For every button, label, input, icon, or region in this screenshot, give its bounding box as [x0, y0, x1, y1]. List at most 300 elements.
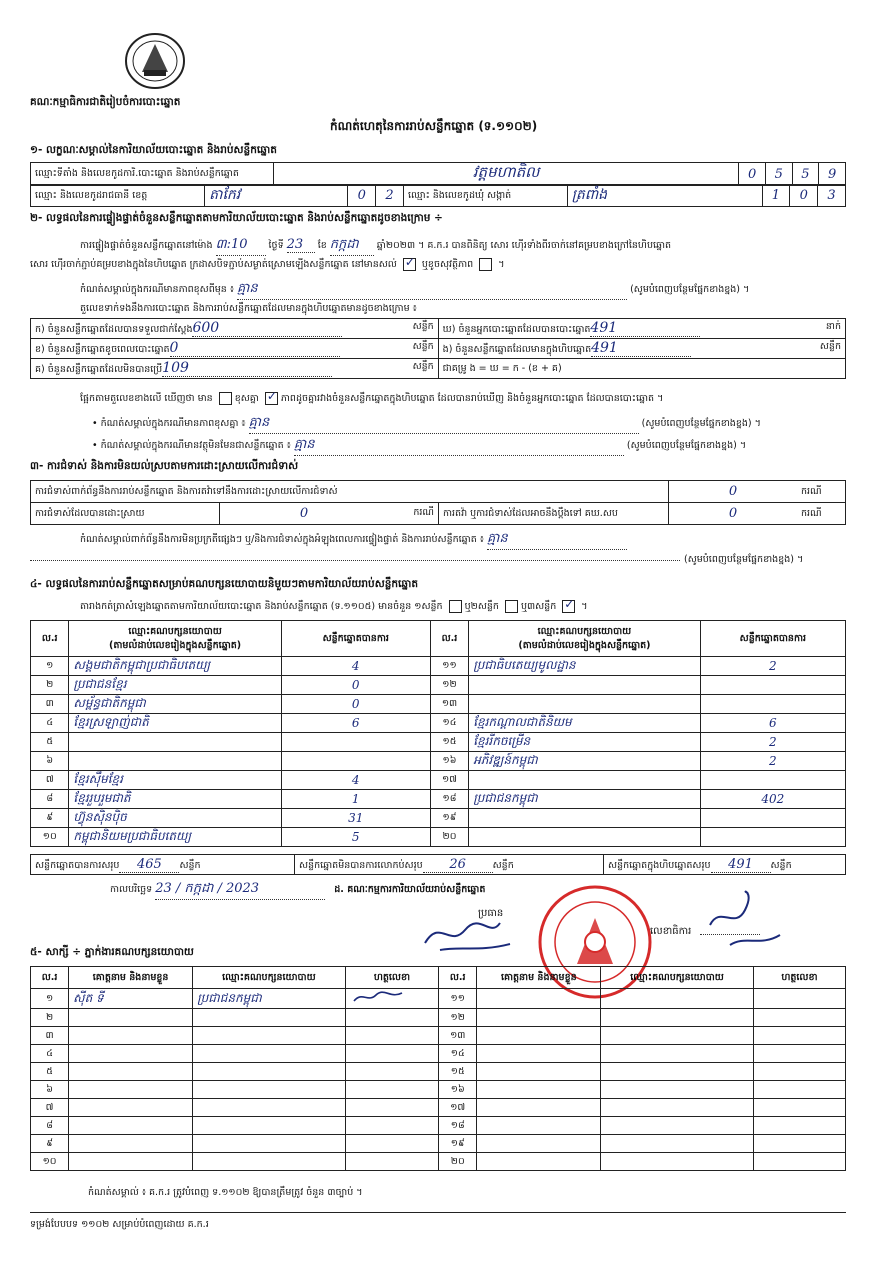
s5-col-party: ឈ្មោះគណបក្សនយោបាយ	[193, 967, 346, 989]
s4-left-no: ២	[31, 676, 69, 695]
s2-broken-checkbox[interactable]	[479, 258, 492, 271]
s5-left-party	[193, 1135, 346, 1153]
s5-left-party: ប្រជាជនកម្ពុជា	[193, 989, 346, 1009]
s2-ngo-value: 491	[591, 340, 691, 357]
s5-right-party	[601, 1009, 754, 1027]
s5-right-sign	[753, 1045, 845, 1063]
s2-bullet1	[92, 414, 761, 434]
s4-left-votes: 31	[281, 809, 430, 828]
s4-total-valid-unit: សន្លឹក	[179, 859, 201, 871]
s4-total-box-value: 491	[711, 857, 771, 873]
s5-right-name	[477, 1009, 601, 1027]
s4-left-no: ១០	[31, 828, 69, 847]
s4-total-invalid	[295, 855, 604, 875]
s2-b2: • កំណត់សម្គាល់ក្នុងករណីមានវត្ថុមិនមែនជាសន្លឹកឆ្នោត ៖	[92, 440, 291, 451]
s4-right-votes: 402	[700, 790, 845, 809]
s2-p1c: ខែ	[317, 240, 327, 251]
s2-b1: • កំណត់សម្គាល់ក្នុងករណីមានភាពខុសគ្នា ៖	[92, 418, 246, 429]
table-row	[31, 1027, 846, 1045]
page-title: កំណត់ហេតុនៃការរាប់សន្លឹកឆ្នោត (ទ.១១០២)	[330, 119, 538, 133]
s4-total-box	[604, 855, 846, 875]
s2-kho	[438, 319, 845, 339]
s4-col-party-title: ឈ្មោះគណបក្សនយោបាយ	[128, 625, 222, 637]
s2-paragraph4: តួលេខទាក់ទងនឹងការបោះឆ្នោត និងការរាប់សន្លឹកឆ្នោតដែលមានក្នុងហិបឆ្នោតមានដូចខាងក្រោម ៖	[80, 303, 417, 314]
s2-p3-value: គ្មាន	[237, 280, 627, 300]
s2-diff-checkbox[interactable]	[219, 392, 232, 405]
s4-total-invalid-label: សន្លឹកឆ្នោតមិនបានការលោកប់សរុប	[299, 859, 423, 871]
s1-row2-label2: ឈ្មោះ និងលេខកូដឃុំ សង្កាត់	[403, 185, 567, 207]
s4-one-sheet-checkbox[interactable]	[449, 600, 462, 613]
s2-ko-value: 109	[162, 360, 332, 377]
s2-p2-yes: ឬខូចសុវត្ថិភាព	[421, 259, 474, 270]
s5-col-sign-r: ហត្ថលេខា	[753, 967, 845, 989]
s5-right-sign	[753, 989, 845, 1009]
s2-ko-unit: សន្លឹក	[412, 361, 434, 372]
s5-left-no: ៧	[31, 1099, 69, 1117]
s5-right-no: ១៩	[439, 1135, 477, 1153]
s2-b1-value: គ្មាន	[249, 414, 639, 434]
s5-left-no: ១០	[31, 1153, 69, 1171]
s2-bullet2	[92, 436, 746, 456]
s4-two-sheet-checkbox[interactable]	[505, 600, 518, 613]
table-row	[31, 1117, 846, 1135]
table-row	[31, 695, 846, 714]
s4-left-party: សម្ព័ន្ធជាតិកម្ពុជា	[69, 695, 281, 714]
s5-col-name-r: គោត្តនាម និងនាមខ្លួន	[477, 967, 601, 989]
s5-col-sign: ហត្ថលេខា	[345, 967, 438, 989]
s5-right-no: ១៧	[439, 1099, 477, 1117]
s4-left-votes: 0	[281, 676, 430, 695]
s4-right-no: ១២	[430, 676, 468, 695]
s5-left-party	[193, 1117, 346, 1135]
s5-right-name	[477, 1135, 601, 1153]
s1-commune-code-2: 0	[790, 185, 818, 207]
s4-date-line	[110, 880, 485, 900]
s4-col-party-sub-r: (តាមលំដាប់លេខរៀងក្នុងសន្លឹកឆ្នោត)	[518, 639, 651, 651]
s4-col-no: ល.រ	[31, 621, 69, 657]
s5-right-name	[477, 1027, 601, 1045]
footer-note: កំណត់សម្គាល់ ៖ គ.ក.រ ត្រូវបំពេញ ទ.១១០២ ឱ្យបានត្រឹមត្រូវ ចំនួន ៣ច្បាប់ ។	[88, 1187, 363, 1198]
s3-table	[30, 480, 846, 525]
s5-right-party	[601, 1153, 754, 1171]
s4-right-party: ប្រជាជនកម្ពុជា	[469, 790, 701, 809]
s2-p3-note: (សូមបំពេញបន្ថែមផ្នែកខាងខ្នង) ។	[630, 284, 750, 295]
table-row	[31, 1153, 846, 1171]
s2-ngo-unit: សន្លឹក	[819, 341, 841, 352]
s4-col-party	[69, 621, 281, 657]
s2-day: 23	[287, 237, 315, 253]
s5-right-sign	[753, 1117, 845, 1135]
s2-paragraph1	[80, 236, 850, 256]
s5-col-no: ល.រ	[31, 967, 69, 989]
s4-right-party	[469, 695, 701, 714]
s5-left-no: ៨	[31, 1117, 69, 1135]
table-row	[31, 790, 846, 809]
s1-table-row2	[30, 184, 846, 207]
s3-dotted-line	[30, 560, 680, 561]
s2-month: កក្កដា	[330, 236, 374, 256]
s4-right-votes: 6	[700, 714, 845, 733]
s5-left-no: ២	[31, 1009, 69, 1027]
s5-right-party	[601, 1045, 754, 1063]
table-row	[31, 1099, 846, 1117]
s3-r2-label: ការជំទាស់ដែលបានដោះស្រាយ	[31, 503, 220, 525]
s5-right-name	[477, 1045, 601, 1063]
table-row	[31, 657, 846, 676]
s4-p1-c: ឬ៣សន្លឹក	[520, 601, 557, 612]
s4-right-party: ខ្មែរកណ្តាលជាតិនិយម	[469, 714, 701, 733]
secretary-signature	[700, 885, 790, 955]
s1-commune-code-3: 3	[818, 185, 846, 207]
s5-right-party	[601, 1135, 754, 1153]
s4-left-no: ៧	[31, 771, 69, 790]
s4-left-votes: 1	[281, 790, 430, 809]
s1-row1-value: វត្តមហាតិល	[273, 163, 738, 186]
s2-p1d: ឆ្នាំ២០២៣ ។ គ.ក.រ បានពិនិត្យ សោរ ហ៊ើរទាំងពីរចាក់នៅគម្របខាងក្រៅនៃហិបឆ្នោត	[376, 240, 672, 251]
s5-right-party	[601, 1099, 754, 1117]
s5-right-name	[477, 989, 601, 1009]
s2-ka-unit: សន្លឹក	[412, 321, 434, 332]
s5-left-sign	[345, 1081, 438, 1099]
committee-name: គណៈកម្មាធិការជាតិរៀបចំការបោះឆ្នោត	[30, 96, 181, 108]
s4-chair-label: ប្រធាន	[478, 908, 504, 919]
s2-p1a: ការផ្ទៀងផ្ទាត់ចំនួនសន្លឹកឆ្នោតនៅម៉ោង	[80, 240, 213, 251]
s5-right-party	[601, 1063, 754, 1081]
s4-col-party-r	[469, 621, 701, 657]
s5-left-party	[193, 1099, 346, 1117]
s1-prov-code-2: 2	[376, 185, 404, 207]
s4-right-no: ១៩	[430, 809, 468, 828]
s4-total-box-unit: សន្លឹក	[770, 859, 792, 871]
s4-right-votes	[700, 676, 845, 695]
s3-p1-value: គ្មាន	[487, 530, 627, 550]
s4-left-votes	[281, 733, 430, 752]
s2-ka-label: ក) ចំនួនសន្លឹកឆ្នោតដែលបានទទួលជាក់ស្តែង	[35, 324, 193, 335]
chair-signature	[420, 908, 530, 958]
s5-left-no: ៣	[31, 1027, 69, 1045]
s5-left-name	[69, 1063, 193, 1081]
s4-total-valid	[31, 855, 295, 875]
s5-right-no: ១៤	[439, 1045, 477, 1063]
s5-left-sign	[345, 1153, 438, 1171]
s1-table	[30, 162, 846, 186]
s5-right-party	[601, 1117, 754, 1135]
s4-left-no: ៤	[31, 714, 69, 733]
s5-left-name: ស៊ីត ទី	[69, 989, 193, 1009]
s5-left-sign	[345, 989, 438, 1009]
s5-col-party-r: ឈ្មោះគណបក្សនយោបាយ	[601, 967, 754, 989]
s4-right-no: ១៣	[430, 695, 468, 714]
s3-paragraph	[80, 530, 627, 550]
s3-r1-value: 0	[669, 481, 798, 503]
s4-left-party: ខ្មែររួបរួមជាតិ	[69, 790, 281, 809]
s2-paragraph5	[80, 392, 663, 406]
s2-b1-note: (សូមបំពេញបន្ថែមផ្នែកខាងខ្នង) ។	[641, 418, 761, 429]
s2-kho-unit: នាក់	[825, 321, 841, 332]
s5-left-no: ១	[31, 989, 69, 1009]
s4-total-invalid-value: 26	[423, 857, 493, 873]
s4-right-no: ២០	[430, 828, 468, 847]
s3-r2-cell	[220, 503, 439, 525]
s5-left-name	[69, 1099, 193, 1117]
s5-right-party	[601, 989, 754, 1009]
s2-time: ៣:10	[216, 236, 266, 256]
table-row	[31, 676, 846, 695]
section1-heading: ១- លក្ខណៈសម្គាល់នៃការិយាល័យបោះឆ្នោត និងរាប់សន្លឹកឆ្នោត	[30, 144, 277, 156]
s4-p1-b: ឬ២សន្លឹក	[464, 601, 499, 612]
s4-total-valid-label: សន្លឹកឆ្នោតបានការសរុប	[35, 859, 120, 871]
s4-left-party: សង្គមជាតិកម្ពុជាប្រជាធិបតេយ្យ	[69, 657, 281, 676]
s5-right-name	[477, 1117, 601, 1135]
s4-right-no: ១៦	[430, 752, 468, 771]
s2-ka	[31, 319, 439, 339]
s4-secretary-label: លេខាធិការ	[650, 926, 692, 937]
s5-right-no: ១៦	[439, 1081, 477, 1099]
table-row	[31, 1009, 846, 1027]
s4-right-no: ១៥	[430, 733, 468, 752]
s4-left-no: ៨	[31, 790, 69, 809]
s4-date-value: 23 / កក្កដា / 2023	[155, 880, 325, 900]
s4-right-party	[469, 809, 701, 828]
s5-left-party	[193, 1063, 346, 1081]
s2-paragraph3	[80, 280, 749, 300]
s4-results-table	[30, 620, 846, 847]
section3-heading: ៣- ការជំទាស់ និងការមិនយល់ស្របតាមការដោះស្រាយលើការជំទាស់	[30, 460, 299, 472]
s2-ko-label: គ) ចំនួនសន្លឹកឆ្នោតដែលមិនបានប្រើ	[35, 364, 163, 375]
s5-witness-table	[30, 966, 846, 1171]
table-row	[31, 809, 846, 828]
s1-row2-value2: ត្រពាំង	[567, 185, 762, 207]
table-row	[31, 1081, 846, 1099]
s3-r2b-value: 0	[669, 503, 798, 525]
s2-p5: ផ្អែកតាមតួលេខខាងលើ ឃើញថា មាន	[80, 393, 213, 404]
s5-right-no: ១៣	[439, 1027, 477, 1045]
s2-equal-checkbox[interactable]	[265, 392, 278, 405]
s2-p2: សោរ ហ៊ើរចាក់ភ្ជាប់គម្របខាងក្នុងនៃហិបឆ្នោត ក្រដាសបិទភ្ជាប់សម្ងាត់ស្រោមឡើងសន្លឹកឆ្នោត នៅមានសល់	[30, 259, 397, 270]
s5-left-party	[193, 1081, 346, 1099]
s2-b2-note: (សូមបំពេញបន្ថែមផ្នែកខាងខ្នង) ។	[626, 440, 747, 451]
table-row	[31, 828, 846, 847]
witness-signature	[350, 989, 410, 1005]
s4-right-no: ១៤	[430, 714, 468, 733]
s5-col-no-r: ល.រ	[439, 967, 477, 989]
s5-col-name: គោត្តនាម និងនាមខ្លួន	[69, 967, 193, 989]
s4-right-votes: 2	[700, 752, 845, 771]
s3-r2-value: 0	[299, 506, 309, 521]
s4-right-votes	[700, 828, 845, 847]
s4-right-votes	[700, 771, 845, 790]
s5-right-party	[601, 1081, 754, 1099]
s5-left-sign	[345, 1135, 438, 1153]
s5-left-name	[69, 1045, 193, 1063]
s4-col-no-r: ល.រ	[430, 621, 468, 657]
s1-code-1: 0	[739, 163, 766, 186]
s5-left-no: ៤	[31, 1045, 69, 1063]
s3-note: (សូមបំពេញបន្ថែមផ្នែកខាងខ្នង) ។	[684, 554, 804, 565]
s4-paragraph: តារាងកត់ត្រាសំឡេងឆ្នោតតាមការិយាល័យបោះឆ្នោត និងរាប់សន្លឹកឆ្នោត (ទ.១១០៥) មានចំនួន ១សន្លឹក ឬ២សន្លឹក ឬ៣សន្លឹក ✓ ។	[80, 600, 588, 614]
table-row	[31, 1063, 846, 1081]
s4-p1: តារាងកត់ត្រាសំឡេងឆ្នោតតាមការិយាល័យបោះឆ្នោត និងរាប់សន្លឹកឆ្នោត (ទ.១១០៥) មានចំនួន ១សន្លឹក	[80, 601, 443, 612]
section5-heading: ៥- សាក្សី ÷ ភ្នាក់ងារគណបក្សនយោបាយ	[30, 946, 194, 958]
s4-total-invalid-unit: សន្លឹក	[492, 859, 514, 871]
s4-left-party: ប្រជាជនខ្មែរ	[69, 676, 281, 695]
s5-left-sign	[345, 1045, 438, 1063]
s2-figures-table	[30, 318, 846, 379]
table-row	[31, 1135, 846, 1153]
s4-col-party-title-r: ឈ្មោះគណបក្សនយោបាយ	[537, 625, 632, 637]
s3-r1-unit: ករណី	[797, 481, 846, 503]
s1-row2-value: តាកែវ	[205, 185, 348, 207]
s4-left-party: ខ្មែរស្រឡាញ់ជាតិ	[69, 714, 281, 733]
s4-date-label: កាលបរិច្ឆេទ	[110, 884, 153, 895]
s4-left-no: ១	[31, 657, 69, 676]
s4-left-party	[69, 752, 281, 771]
s4-left-party: កម្ពុជានិយមប្រជាធិបតេយ្យ	[69, 828, 281, 847]
s5-left-sign	[345, 1117, 438, 1135]
s4-left-party: ហ៊្វុនស៊ិនប៉ិច	[69, 809, 281, 828]
s2-intact-checkbox[interactable]	[403, 258, 416, 271]
s4-three-sheet-checkbox[interactable]	[562, 600, 575, 613]
s4-right-votes	[700, 809, 845, 828]
s5-right-sign	[753, 1009, 845, 1027]
s4-right-votes: 2	[700, 733, 845, 752]
table-row	[31, 771, 846, 790]
s5-right-sign	[753, 1153, 845, 1171]
s4-left-votes: 4	[281, 771, 430, 790]
s4-right-party: ប្រជាធិបតេយ្យមូលដ្ឋាន	[469, 657, 701, 676]
s3-r2b-unit: ករណី	[797, 503, 846, 525]
s5-right-sign	[753, 1063, 845, 1081]
s4-right-no: ១៨	[430, 790, 468, 809]
s1-prov-code-1: 0	[348, 185, 376, 207]
s5-left-name	[69, 1027, 193, 1045]
s2-b2-value: គ្មាន	[294, 436, 624, 456]
s4-right-no: ១៧	[430, 771, 468, 790]
s2-p3: កំណត់សម្គាល់ក្នុងករណីមានភាពខុសពីមុន ៖	[80, 284, 235, 295]
s5-right-name	[477, 1081, 601, 1099]
s5-left-name	[69, 1153, 193, 1171]
s4-left-no: ៥	[31, 733, 69, 752]
s4-left-party	[69, 733, 281, 752]
s5-left-party	[193, 1009, 346, 1027]
s4-right-party	[469, 771, 701, 790]
s3-r2-unit: ករណី	[413, 507, 434, 518]
s5-left-name	[69, 1117, 193, 1135]
s4-committee: ដ. គណៈកម្មការការិយាល័យរាប់សន្លឹកឆ្នោត	[334, 884, 486, 895]
s5-left-party	[193, 1045, 346, 1063]
s5-left-party	[193, 1027, 346, 1045]
table-row	[31, 714, 846, 733]
s4-left-votes: 0	[281, 695, 430, 714]
s4-left-party: ខ្មែរស៊ឹមខ្មែរ	[69, 771, 281, 790]
s5-right-no: ១៨	[439, 1117, 477, 1135]
s2-paragraph2: សោរ ហ៊ើរចាក់ភ្ជាប់គម្របខាងក្នុងនៃហិបឆ្នោត ក្រដាសបិទភ្ជាប់សម្ងាត់ស្រោមឡើងសន្លឹកឆ្នោត នៅមានសល់ ✓ ឬខូចសុវត្ថិភាព ។	[30, 258, 505, 272]
s2-p5-diff: ខុសគ្នា	[234, 393, 259, 404]
s4-right-party: ខ្មែររីកចម្រើន	[469, 733, 701, 752]
s4-col-votes: សន្លឹកឆ្នោតបានការ	[281, 621, 430, 657]
s5-left-sign	[345, 1063, 438, 1081]
s2-kha-value: 0	[170, 340, 340, 357]
s2-kha	[31, 339, 439, 359]
s4-right-votes: 2	[700, 657, 845, 676]
s5-right-no: ១១	[439, 989, 477, 1009]
s4-col-votes-r: សន្លឹកឆ្នោតបានការ	[700, 621, 845, 657]
s5-right-name	[477, 1063, 601, 1081]
s4-left-votes: 5	[281, 828, 430, 847]
s4-left-no: ៩	[31, 809, 69, 828]
s4-total-box-label: សន្លឹកឆ្នោតក្នុងហិបឆ្នោតសរុប	[608, 859, 711, 871]
s3-r2b-label: ការតវ៉ា ឬការជំទាស់ដែលអាចនឹងប្តឹងទៅ គឃ.សប	[439, 503, 669, 525]
s5-left-sign	[345, 1009, 438, 1027]
s2-kho-value: 491	[590, 320, 700, 337]
s4-right-party	[469, 676, 701, 695]
s5-right-party	[601, 1027, 754, 1045]
s1-code-2: 5	[765, 163, 792, 186]
s1-code-4: 9	[819, 163, 846, 186]
footer-form-name: ទម្រង់បែបបទ ១១០២ សម្រាប់បំពេញដោយ គ.ក.រ	[30, 1219, 209, 1230]
table-row	[31, 989, 846, 1009]
s4-left-no: ៣	[31, 695, 69, 714]
s2-kha-unit: សន្លឹក	[412, 341, 434, 352]
s1-row1-label: ឈ្មោះទីតាំង និងលេខកូដការិ.បោះឆ្នោត និងរាប់សន្លឹកឆ្នោត	[31, 163, 274, 186]
s5-left-no: ៩	[31, 1135, 69, 1153]
s1-code-3: 5	[792, 163, 819, 186]
s4-col-party-sub: (តាមលំដាប់លេខរៀងក្នុងសន្លឹកឆ្នោត)	[109, 639, 242, 651]
section4-heading: ៤- លទ្ធផលនៃការរាប់សន្លឹកឆ្នោតសម្រាប់គណបក្សនយោបាយនិមួយៗតាមការិយាល័យរាប់សន្លឹកឆ្នោត	[30, 578, 419, 590]
s2-ko	[31, 359, 439, 379]
table-row	[31, 1045, 846, 1063]
s4-right-no: ១១	[430, 657, 468, 676]
s5-left-name	[69, 1081, 193, 1099]
s2-kha-label: ខ) ចំនួនសន្លឹកឆ្នោតខូចពេលបោះឆ្នោត	[35, 344, 170, 355]
s1-commune-code-1: 1	[762, 185, 790, 207]
s5-left-name	[69, 1135, 193, 1153]
footer-divider	[30, 1212, 846, 1213]
s4-left-votes: 6	[281, 714, 430, 733]
s5-right-no: ១៥	[439, 1063, 477, 1081]
s3-r1-label: ការជំទាស់ពាក់ព័ន្ធនឹងការរាប់សន្លឹកឆ្នោត និងការតវ៉ាទៅនឹងការដោះស្រាយលើការជំទាស់	[31, 481, 669, 503]
s4-left-votes: 4	[281, 657, 430, 676]
s4-right-votes	[700, 695, 845, 714]
s5-right-sign	[753, 1099, 845, 1117]
s5-right-sign	[753, 1135, 845, 1153]
s5-left-sign	[345, 1099, 438, 1117]
s2-ngo-label: ង) ចំនួនសន្លឹកឆ្នោតដែលមានក្នុងហិបឆ្នោត	[442, 344, 592, 355]
table-row	[31, 752, 846, 771]
s4-right-party: អភិវឌ្ឍន៍កម្ពុជា	[469, 752, 701, 771]
s2-kho-label: ឃ) ចំនួនអ្នកបោះឆ្នោតដែលបានបោះឆ្នោត	[442, 324, 591, 335]
s5-left-party	[193, 1153, 346, 1171]
s5-right-sign	[753, 1027, 845, 1045]
s4-total-valid-value: 465	[119, 857, 179, 873]
section2-heading: ២- លទ្ធផលនៃការផ្ទៀងផ្ទាត់ចំនួនសន្លឹកឆ្នោតតាមការិយាល័យបោះឆ្នោត និងរាប់សន្លឹកឆ្នោតដូចខាងក្រោម ÷	[30, 212, 443, 224]
s5-left-no: ៥	[31, 1063, 69, 1081]
s5-left-name	[69, 1009, 193, 1027]
s2-p5-equal: ភាពដូចគ្នារវាងចំនួនសន្លឹកឆ្នោតក្នុងហិបឆ្នោត ដែលបានរាប់ឃើញ និងចំនួនអ្នកបោះឆ្នោត ដែលបានបោះឆ្នោត ។	[280, 393, 664, 404]
table-row	[31, 733, 846, 752]
s4-totals	[30, 854, 846, 875]
s5-left-no: ៦	[31, 1081, 69, 1099]
s5-right-no: ១២	[439, 1009, 477, 1027]
s5-right-name	[477, 1153, 601, 1171]
nec-logo	[122, 30, 188, 92]
s4-left-votes	[281, 752, 430, 771]
s5-right-name	[477, 1099, 601, 1117]
s2-ka-value: 600	[192, 320, 342, 337]
s4-right-party	[469, 828, 701, 847]
s2-formula: ជាគម្រូ ង = ឃ = ក - (ខ + គ)	[438, 359, 845, 379]
s2-p1b: ថ្ងៃទី	[268, 240, 284, 251]
